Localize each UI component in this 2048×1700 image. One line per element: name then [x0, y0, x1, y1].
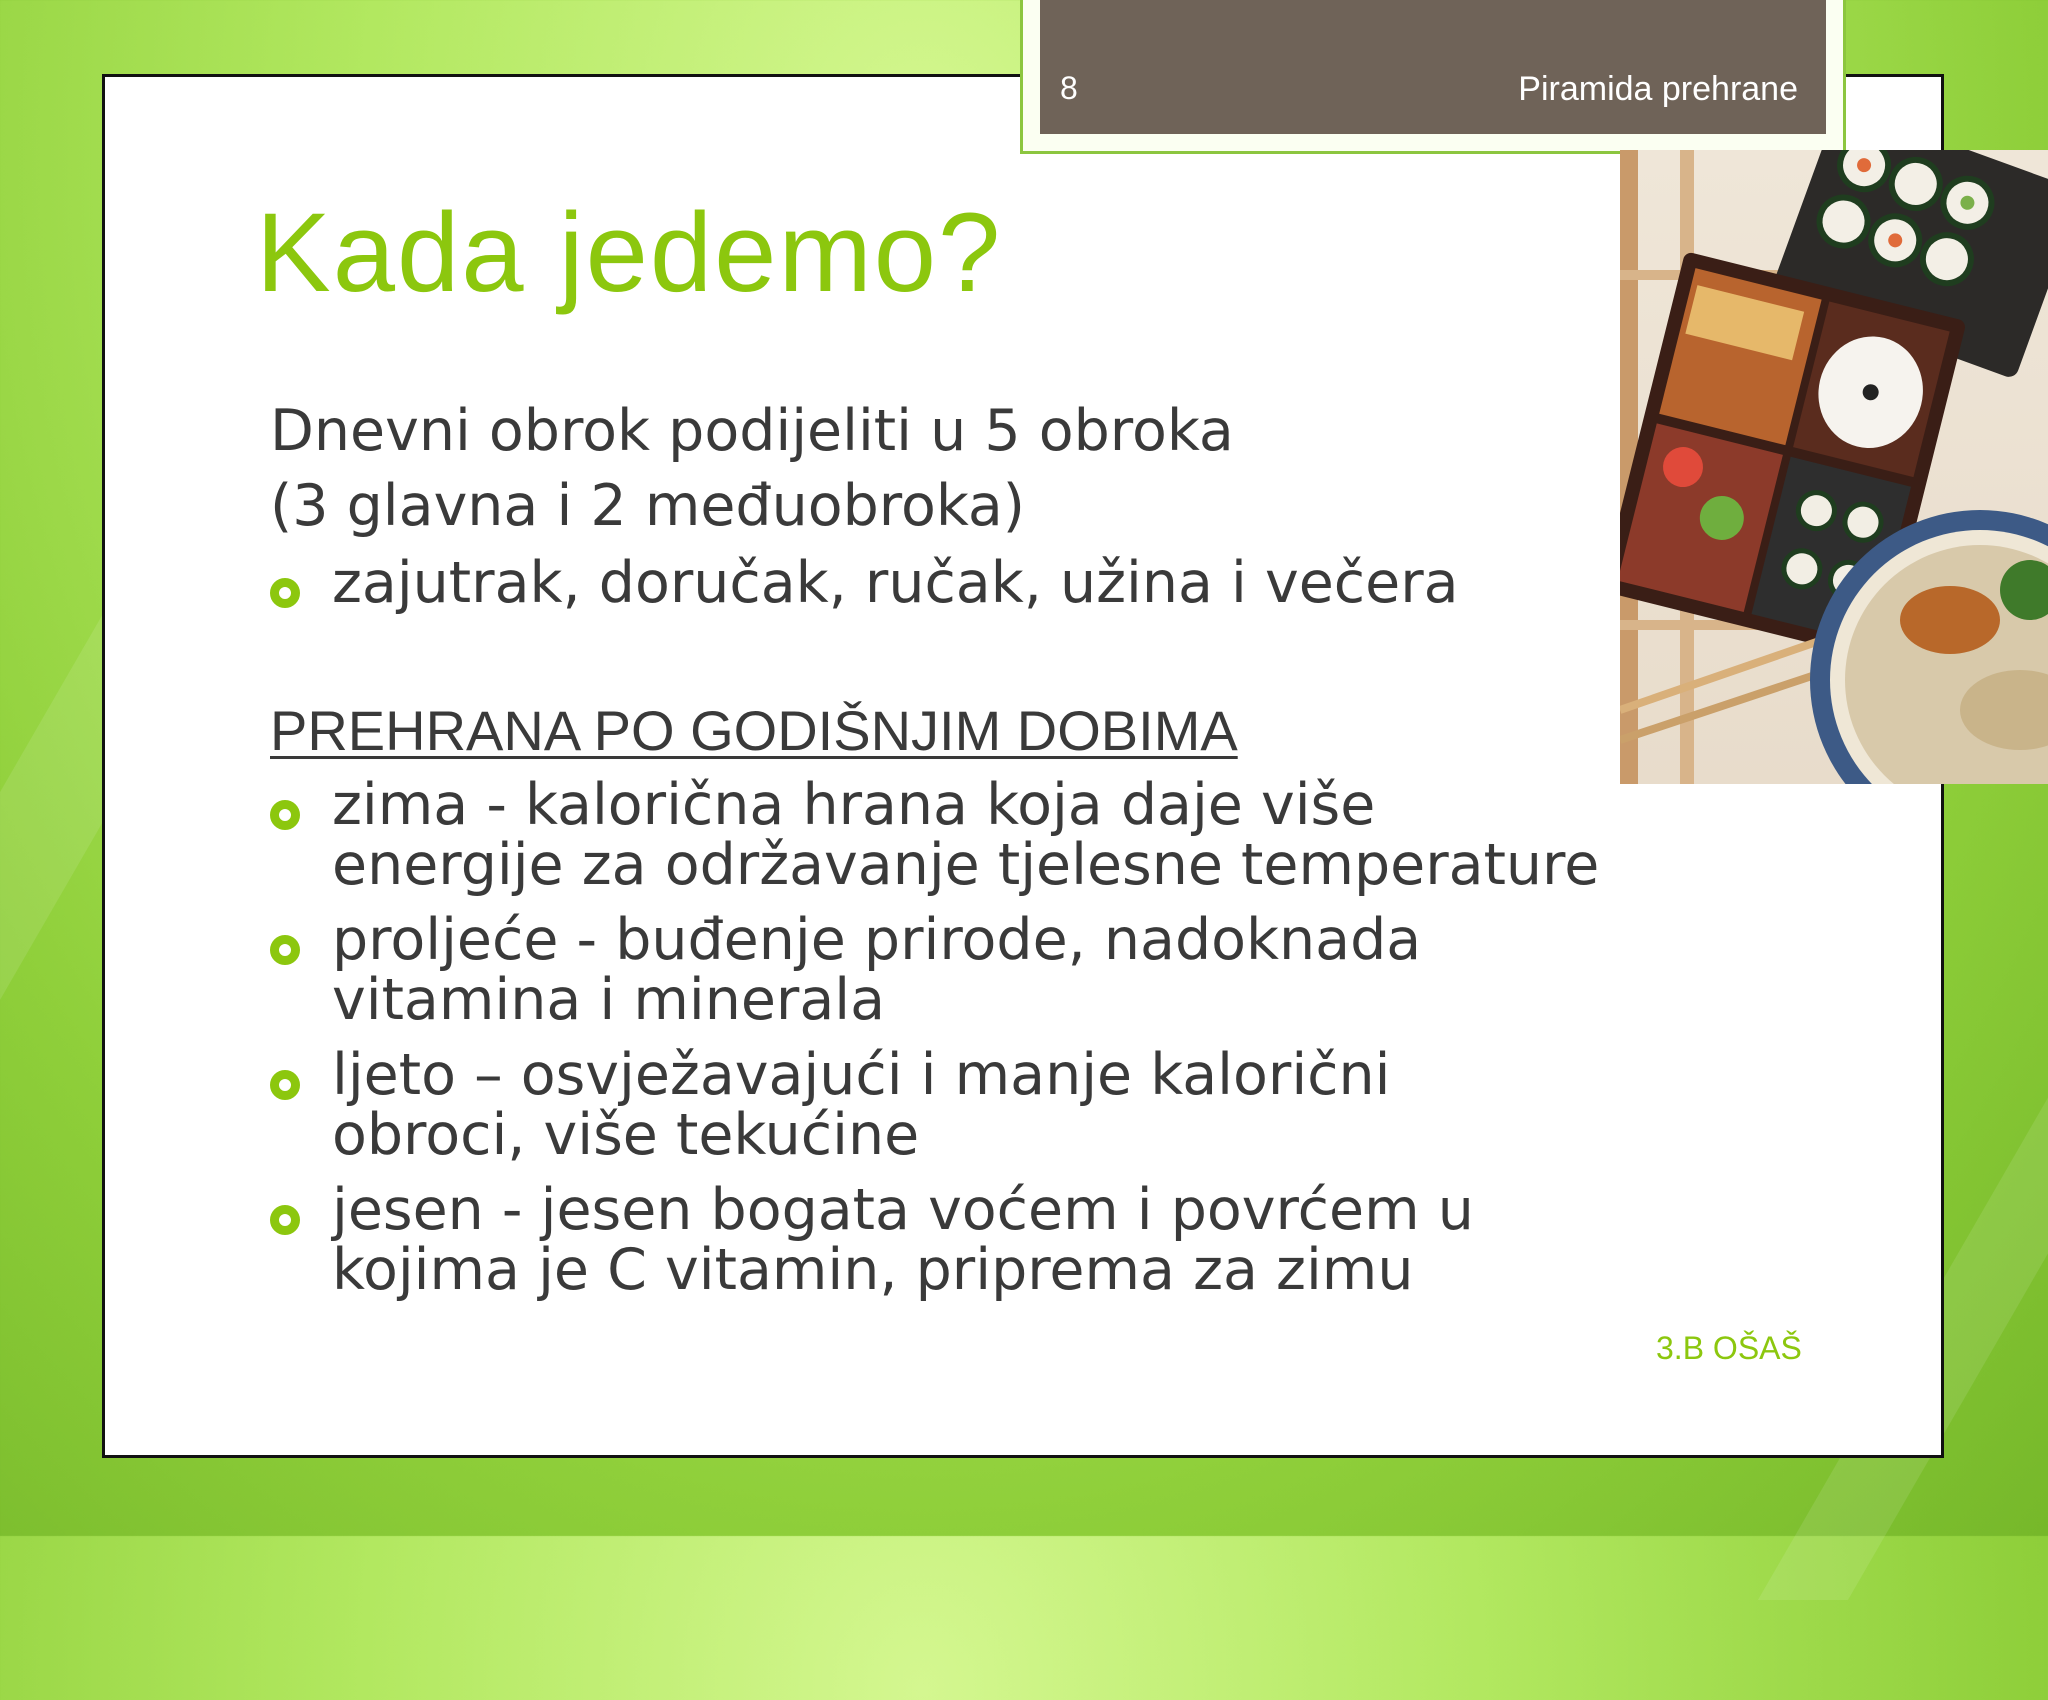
- intro-line: (3 glavna i 2 međuobroka): [270, 473, 1025, 539]
- slide-number: 8: [1060, 70, 1078, 106]
- bullet-icon: [270, 1070, 300, 1100]
- bullet-icon: [270, 935, 300, 965]
- bento-food-icon: [1620, 150, 2048, 784]
- section-heading: PREHRANA PO GODIŠNJIM DOBIMA: [270, 699, 1238, 762]
- season-line: energije za održavanje tjelesne temperature: [332, 832, 1600, 898]
- season-line: zima - kalorična hrana koja daje više: [332, 772, 1376, 838]
- season-line: proljeće - buđenje prirode, nadoknada: [332, 907, 1422, 973]
- season-line: vitamina i minerala: [332, 967, 886, 1033]
- intro-text: [270, 398, 1670, 548]
- header-bar: [1040, 0, 1826, 134]
- bullet-icon: [270, 1205, 300, 1235]
- meals-bullet-text: zajutrak, doručak, ručak, užina i večera: [332, 550, 1459, 616]
- season-line: ljeto – osvježavajući i manje kalorični: [332, 1042, 1391, 1108]
- intro-line: Dnevni obrok podijeliti u 5 obroka: [270, 398, 1234, 464]
- header-title: Piramida prehrane: [1518, 70, 1798, 108]
- season-line: kojima je C vitamin, priprema za zimu: [332, 1237, 1414, 1303]
- footer-text: 3.B OŠAŠ: [1656, 1330, 1802, 1366]
- bento-food-photo: [1620, 150, 2048, 784]
- bullet-icon: [270, 800, 300, 830]
- season-line: jesen - jesen bogata voćem i povrćem u: [332, 1177, 1474, 1243]
- bullet-icon: [270, 578, 300, 608]
- season-line: obroci, više tekućine: [332, 1102, 920, 1168]
- slide-title: Kada jedemo?: [256, 190, 1003, 315]
